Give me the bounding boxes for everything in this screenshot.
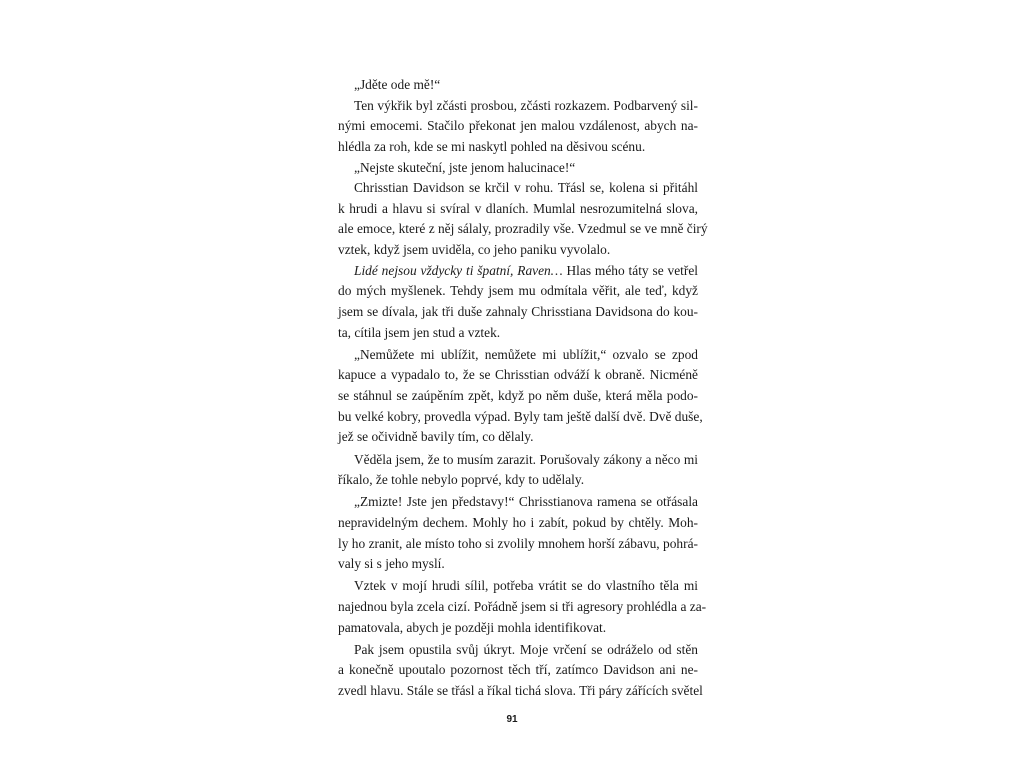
text-line <box>338 137 698 158</box>
text-line <box>338 158 698 179</box>
text-line <box>338 492 698 513</box>
body-text <box>338 75 708 702</box>
text-line <box>338 281 698 302</box>
text-line <box>338 386 698 407</box>
text-line <box>338 96 698 117</box>
text-line <box>338 660 698 681</box>
text-line <box>338 597 707 618</box>
text-line <box>338 345 698 366</box>
text-line <box>338 365 698 386</box>
text-line <box>338 450 698 471</box>
line-text: Hlas mého táty se vetřel <box>562 262 698 278</box>
text-line <box>338 116 698 137</box>
line-text: nepravidelným dechem. Mohly ho i zabít, pokud by chtěly. Moh- <box>338 514 698 530</box>
line-text: najednou byla zcela cizí. Pořádně jsem si tři agresory prohlédla a za- <box>338 599 707 615</box>
text-line <box>338 302 698 323</box>
text-line <box>338 640 698 661</box>
line-text: valy si s jeho myslí. <box>338 556 445 572</box>
italic-text: Lidé nejsou vždycky ti špatní, Raven… <box>354 262 563 278</box>
line-text: zvedl hlavu. Stále se třásl a říkal tichá slova. Tři páry zářících světel <box>338 683 703 699</box>
text-line <box>338 576 698 597</box>
line-text: ta, cítila jsem jen stud a vztek. <box>338 324 501 340</box>
line-text: hlédla za roh, kde se mi naskytl pohled na děsivou scénu. <box>338 138 646 154</box>
text-line <box>338 199 698 220</box>
text-line <box>338 240 698 261</box>
line-text: se stáhnul se zaúpěním zpět, když po něm duše, která měla podo- <box>338 388 698 404</box>
line-text: „Nemůžete mi ublížit, nemůžete mi ublížit,“ ozvalo se zpod <box>354 346 698 362</box>
text-line <box>338 513 698 534</box>
line-text: jež se očividně bavily tím, co dělaly. <box>338 429 534 445</box>
text-line <box>338 75 698 96</box>
text-line <box>338 219 708 240</box>
text-line <box>338 554 698 575</box>
text-line <box>338 470 698 491</box>
line-text: vztek, když jsem uviděla, co jeho paniku vyvolalo. <box>338 242 611 258</box>
line-text: kapuce a vypadalo to, že se Chrisstian odváží k obraně. Nicméně <box>338 367 698 383</box>
line-text: říkalo, že tohle nebylo poprvé, kdy to udělaly. <box>338 472 585 488</box>
line-text: jsem se dívala, jak tři duše zahnaly Chrisstiana Davidsona do kou- <box>338 304 698 320</box>
line-text: „Nejste skuteční, jste jenom halucinace!“ <box>354 159 576 175</box>
line-text: Ten výkřik byl zčásti prosbou, zčásti rozkazem. Podbarvený sil- <box>354 97 698 113</box>
line-text: k hrudi a hlavu si svíral v dlaních. Mumlal nesrozumitelná slova, <box>338 200 698 216</box>
line-text: nými emocemi. Stačilo překonat jen malou vzdálenost, abych na- <box>338 118 698 134</box>
page-number: 91 <box>506 714 518 725</box>
text-line <box>338 323 698 344</box>
text-line <box>338 427 698 448</box>
line-text: a konečně upoutalo pozornost těch tří, zatímco Davidson ani ne- <box>338 662 698 678</box>
line-text: ale emoce, které z něj sálaly, prozradily vše. Vzedmul se ve mně čirý <box>338 221 708 237</box>
text-line <box>338 178 698 199</box>
line-text: „Zmizte! Jste jen představy!“ Chrisstianova ramena se otřásala <box>354 494 698 510</box>
line-text: Chrisstian Davidson se krčil v rohu. Třásl se, kolena si přitáhl <box>354 180 698 196</box>
line-text: Věděla jsem, že to musím zarazit. Porušovaly zákony a něco mi <box>354 451 698 467</box>
line-text: „Jděte ode mě!“ <box>354 77 441 92</box>
line-text: Vztek v mojí hrudi sílil, potřeba vrátit se do vlastního těla mi <box>354 578 698 594</box>
line-text: ly ho zranit, ale místo toho si zvolily mnohem horší zábavu, pohrá- <box>338 535 698 551</box>
text-line <box>338 261 698 282</box>
text-line <box>338 534 698 555</box>
line-text: bu velké kobry, provedla výpad. Byly tam ještě další dvě. Dvě duše, <box>338 408 703 424</box>
text-line <box>338 681 703 702</box>
text-line <box>338 407 703 428</box>
line-text: Pak jsem opustila svůj úkryt. Moje vrčení se odráželo od stěn <box>354 641 698 657</box>
line-text: pamatovala, abych je později mohla identifikovat. <box>338 619 607 635</box>
line-text: do mých myšlenek. Tehdy jsem mu odmítala věřit, ale teď, když <box>338 283 698 299</box>
text-line <box>338 618 698 639</box>
